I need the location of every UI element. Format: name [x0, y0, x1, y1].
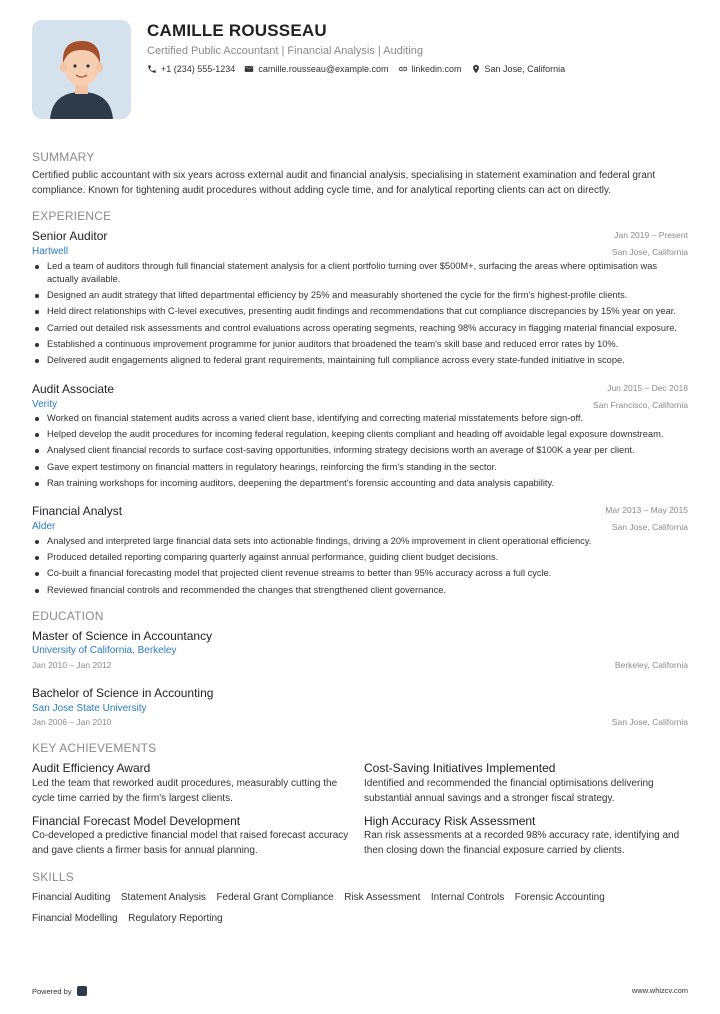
list-item: Produced detailed reporting comparing quarterly against annual performance, guiding client budget decisions. — [32, 551, 688, 564]
list-item: Analysed and interpreted large financial data sets into actionable findings, driving a 20% improvement in client operational efficiency. — [32, 535, 688, 548]
list-item: Reviewed financial controls and recommended the changes that strengthened client governance. — [32, 584, 688, 597]
phone-icon — [147, 64, 157, 74]
contact-location — [471, 64, 566, 74]
summary-heading: SUMMARY — [32, 150, 95, 164]
education-location: San Jose, California — [611, 717, 688, 727]
achievements-heading: KEY ACHIEVEMENTS — [32, 741, 157, 755]
footer-site-link[interactable]: www.whizcv.com — [631, 986, 688, 995]
job-bullets — [32, 412, 688, 493]
list-item: Worked on financial statement audits across a varied client base, identifying and correcting material misstatements before sign-off. — [32, 412, 688, 425]
brand-logo-icon[interactable] — [77, 986, 87, 996]
list-item: Delivered audit engagements aligned to federal grant requirements, maintaining full compliance across every state-funded initiative in scope. — [32, 354, 688, 367]
list-item: Held direct relationships with C-level executives, presenting audit findings and recommendations that cut compliance discrepancies by 15% year on year. — [32, 305, 688, 318]
skill-tag: Federal Grant Compliance — [216, 892, 334, 903]
email-icon — [244, 64, 254, 74]
job-title: Financial Analyst — [32, 504, 123, 518]
achievement-title: Cost-Saving Initiatives Implemented — [364, 761, 556, 775]
list-item: Helped develop the audit procedures for incoming federal regulation, keeping clients compliant and heading off avoidable legal exposure downstream. — [32, 428, 688, 441]
school-name[interactable]: San Jose State University — [32, 703, 147, 714]
skill-tag: Statement Analysis — [120, 892, 206, 903]
job-location: San Francisco, California — [593, 400, 688, 410]
powered-by-text: Powered by — [32, 986, 72, 996]
location-pin-icon — [471, 64, 481, 74]
achievement-desc: Identified and recommended the financial optimisations delivering substantial annual savings and a stronger fiscal strategy. — [364, 778, 654, 804]
education-heading: EDUCATION — [32, 609, 104, 623]
list-item: Gave expert testimony on financial matters in regulatory hearings, reinforcing the firm's standing in the sector. — [32, 461, 688, 474]
list-item: Analysed client financial records to surface cost-saving opportunities, informing strategy decisions worth an average of $100K a year per client. — [32, 444, 688, 457]
skill-tag: Financial Modelling — [32, 912, 118, 924]
profile-photo — [32, 20, 131, 119]
candidate-name: CAMILLE ROUSSEAU — [147, 21, 327, 40]
experience-heading: EXPERIENCE — [32, 209, 112, 223]
achievement-title: Financial Forecast Model Development — [32, 814, 241, 828]
contact-email-text: camille.rousseau@example.com — [258, 64, 389, 74]
footer-powered-by — [32, 986, 87, 996]
job-dates: Mar 2013 – May 2015 — [605, 505, 688, 515]
list-item: Co-built a financial forecasting model that projected client revenue streams to better than 95% accuracy across a full cycle. — [32, 567, 688, 580]
candidate-subtitle: Certified Public Accountant | Financial Analysis | Auditing — [147, 45, 423, 57]
contact-email[interactable] — [244, 64, 388, 74]
contact-phone-text: +1 (234) 555-1234 — [161, 64, 236, 74]
link-icon — [398, 64, 408, 74]
school-name[interactable]: University of California, Berkeley — [32, 645, 177, 656]
list-item: Designed an audit strategy that lifted departmental efficiency by 25% and measurably shortened the cycle for the firm's highest-profile clients. — [32, 289, 688, 302]
education-dates: Jan 2010 – Jan 2012 — [32, 660, 112, 670]
summary-text: Certified public accountant with six years across external audit and financial analysis, specialising in statement examination and federal grant compliance. Known for tightening audit procedures without adding cycle time, and for analytical reporting clients can act on directly. — [32, 170, 656, 196]
list-item: Carried out detailed risk assessments and control evaluations across operating segments, reaching 98% accuracy in flagging material financial exposure. — [32, 322, 688, 335]
contact-linkedin[interactable] — [398, 64, 462, 74]
list-item: Led a team of auditors through full financial statement analysis for a client portfolio turning over $500M+, surfacing the areas where optimisation was actually available. — [32, 260, 688, 286]
contact-location-text: San Jose, California — [484, 64, 566, 74]
job-title: Senior Auditor — [32, 229, 108, 243]
skill-tag: Risk Assessment — [344, 892, 421, 903]
job-location: San Jose, California — [611, 522, 688, 532]
education-dates: Jan 2006 – Jan 2010 — [32, 717, 112, 727]
job-dates: Jun 2015 – Dec 2018 — [607, 383, 688, 393]
skill-tag: Internal Controls — [430, 892, 505, 903]
job-bullets — [32, 535, 688, 600]
skill-tag: Regulatory Reporting — [128, 912, 223, 924]
list-item: Established a continuous improvement programme for junior auditors that broadened the team's skill base and reduced error rates by 10%. — [32, 338, 688, 351]
job-dates: Jan 2019 – Present — [614, 230, 688, 240]
degree-title: Master of Science in Accountancy — [32, 629, 213, 643]
job-company[interactable]: Verity — [32, 399, 58, 410]
job-bullets — [32, 260, 688, 370]
job-company[interactable]: Hartwell — [32, 246, 69, 257]
skill-tag: Financial Auditing — [32, 892, 111, 903]
achievement-desc: Led the team that reworked audit procedures, measurably cutting the cycle time carried by the firm's largest clients. — [32, 778, 338, 804]
skills-heading: SKILLS — [32, 870, 74, 884]
contact-phone[interactable] — [147, 64, 235, 74]
skills-list — [32, 891, 688, 932]
contact-bar — [147, 64, 574, 74]
contact-linkedin-text: linkedin.com — [411, 64, 462, 74]
degree-title: Bachelor of Science in Accounting — [32, 686, 214, 700]
achievement-desc: Ran risk assessments at a recorded 98% accuracy rate, identifying and then closing down the financial exposure carried by clients. — [364, 830, 680, 856]
skill-tag: Forensic Accounting — [514, 892, 605, 903]
list-item: Ran training workshops for incoming auditors, deepening the department's forensic accounting and data analysis capability. — [32, 477, 688, 490]
job-title: Audit Associate — [32, 382, 115, 396]
education-location: Berkeley, California — [614, 660, 688, 670]
achievement-title: Audit Efficiency Award — [32, 761, 151, 775]
achievement-title: High Accuracy Risk Assessment — [364, 814, 536, 828]
achievement-desc: Co-developed a predictive financial model that raised forecast accuracy and gave clients a firmer basis for annual planning. — [32, 830, 349, 856]
job-company[interactable]: Alder — [32, 521, 56, 532]
job-location: San Jose, California — [611, 247, 688, 257]
